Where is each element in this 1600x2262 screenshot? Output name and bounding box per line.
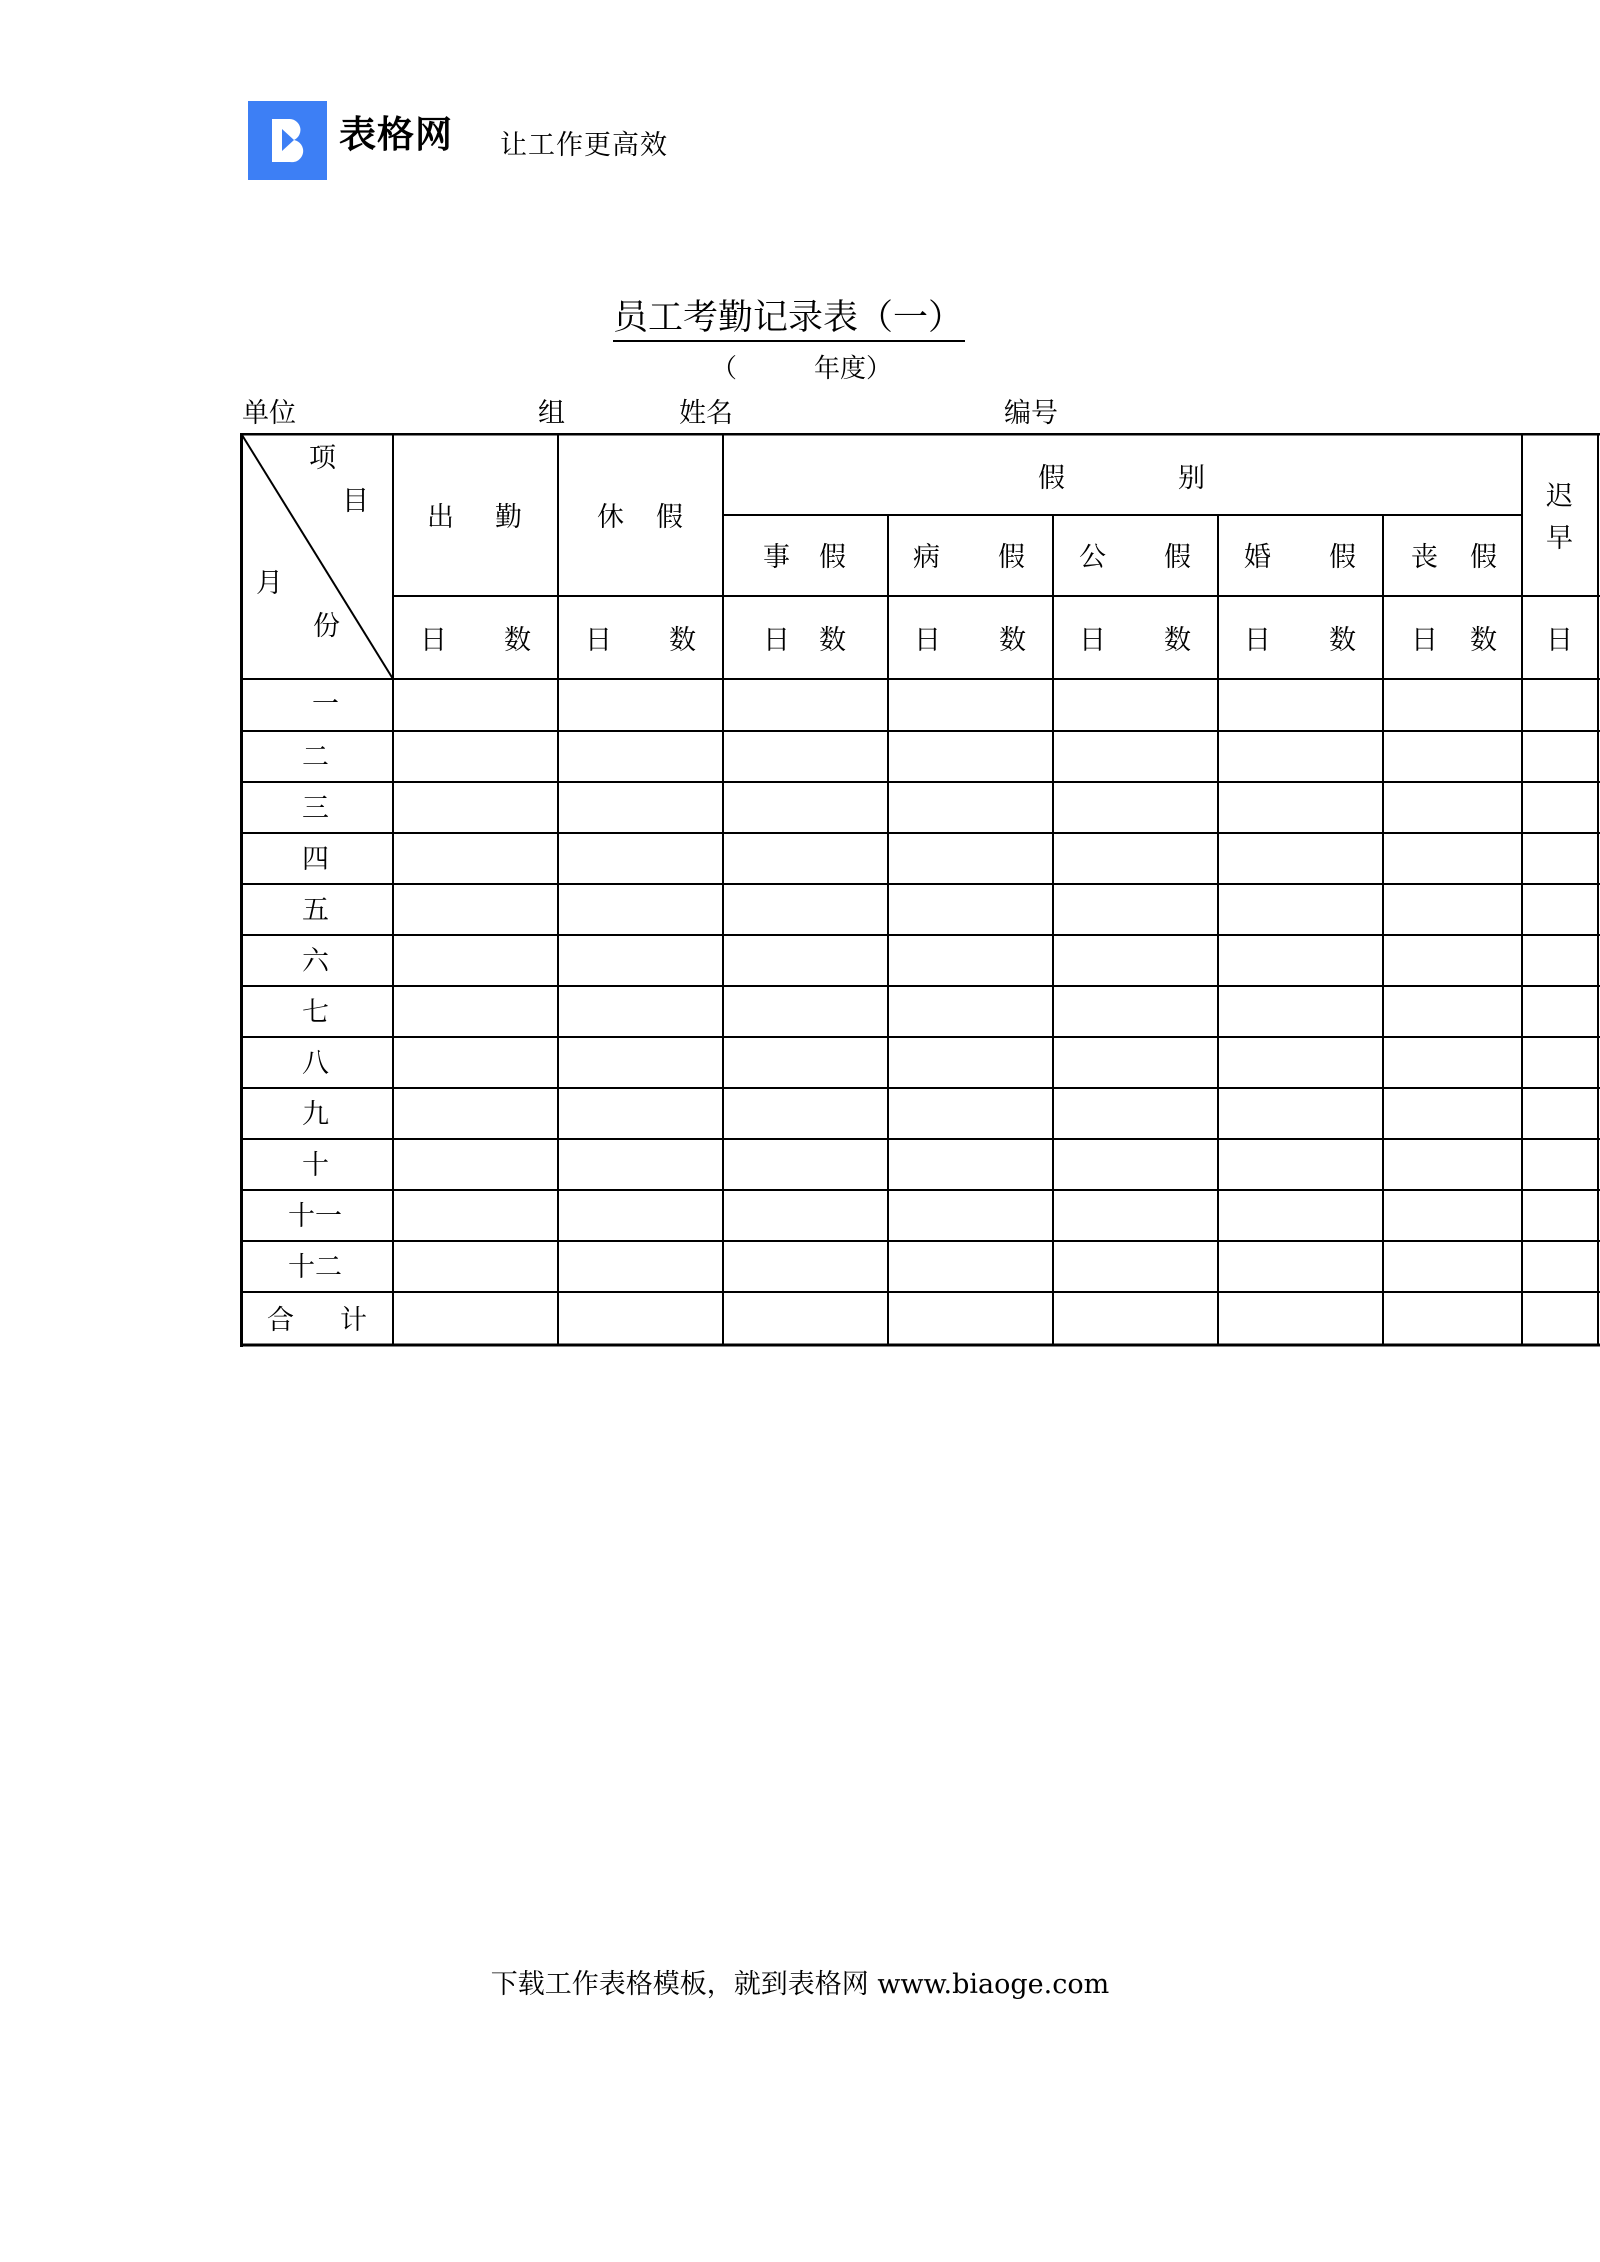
leave-group-1: 假 <box>1038 463 1065 494</box>
unit-late-day: 日 <box>1546 625 1573 656</box>
corner-item-2: 目 <box>342 486 369 517</box>
unit-rest-day: 日 <box>585 625 612 656</box>
leave-personal-2: 假 <box>819 542 846 573</box>
leave-marriage-1: 婚 <box>1244 542 1271 573</box>
field-group: 组 <box>538 398 565 429</box>
leave-business-1: 公 <box>1079 542 1106 573</box>
col-attendance-1: 出 <box>427 502 454 533</box>
leave-marriage-2: 假 <box>1329 542 1356 573</box>
unit-rest-count: 数 <box>669 625 696 656</box>
corner-month-1: 月 <box>256 568 283 599</box>
col-late-2: 早 <box>1546 523 1573 554</box>
month-label: 一 <box>312 689 339 720</box>
footer-text: 下载工作表格模板，就到表格网 www.biaoge.com <box>490 1969 1110 2000</box>
total-label-1: 合 <box>267 1305 294 1336</box>
unit-business-count: 数 <box>1164 625 1191 656</box>
month-label: 二 <box>302 742 329 773</box>
attendance-table <box>240 433 1600 1347</box>
month-label: 四 <box>302 844 329 875</box>
unit-marriage-day: 日 <box>1244 625 1271 656</box>
year-open: （ <box>711 354 738 384</box>
corner-month-2: 份 <box>313 611 340 642</box>
col-late-1: 迟 <box>1546 481 1573 512</box>
col-attendance-2: 勤 <box>495 502 522 533</box>
page-title: 员工考勤记录表（一） <box>613 301 965 342</box>
unit-business-day: 日 <box>1079 625 1106 656</box>
logo-icon <box>248 101 327 180</box>
unit-funeral-count: 数 <box>1470 625 1497 656</box>
unit-attendance-count: 数 <box>504 625 531 656</box>
unit-attendance-day: 日 <box>420 625 447 656</box>
col-rest-1: 休 <box>597 502 624 533</box>
month-label: 八 <box>302 1048 329 1079</box>
unit-sick-count: 数 <box>999 625 1026 656</box>
month-label: 六 <box>302 946 329 977</box>
leave-business-2: 假 <box>1164 542 1191 573</box>
month-label: 十二 <box>288 1252 342 1283</box>
brand-name: 表格网 <box>339 113 453 156</box>
total-label-2: 计 <box>340 1305 367 1336</box>
unit-personal-day: 日 <box>763 625 790 656</box>
unit-funeral-day: 日 <box>1411 625 1438 656</box>
brand-logo <box>248 101 327 180</box>
brand-slogan: 让工作更高效 <box>500 130 668 161</box>
unit-marriage-count: 数 <box>1329 625 1356 656</box>
corner-item-1: 项 <box>309 443 336 474</box>
col-rest-2: 假 <box>656 502 683 533</box>
leave-funeral-2: 假 <box>1470 542 1497 573</box>
field-name: 姓名 <box>679 398 733 429</box>
month-label: 三 <box>302 793 329 824</box>
month-label: 五 <box>302 895 329 926</box>
month-label: 七 <box>302 997 329 1028</box>
field-unit: 单位 <box>242 398 296 429</box>
month-label: 十一 <box>288 1201 342 1232</box>
leave-funeral-1: 丧 <box>1411 542 1438 573</box>
leave-sick-1: 病 <box>913 542 940 573</box>
unit-personal-count: 数 <box>819 625 846 656</box>
leave-sick-2: 假 <box>998 542 1025 573</box>
leave-group-2: 别 <box>1178 463 1205 494</box>
month-label: 十 <box>302 1150 329 1181</box>
year-label: 年度） <box>814 354 893 384</box>
unit-sick-day: 日 <box>914 625 941 656</box>
field-number: 编号 <box>1004 398 1058 429</box>
leave-personal-1: 事 <box>763 542 790 573</box>
month-label: 九 <box>302 1099 329 1130</box>
